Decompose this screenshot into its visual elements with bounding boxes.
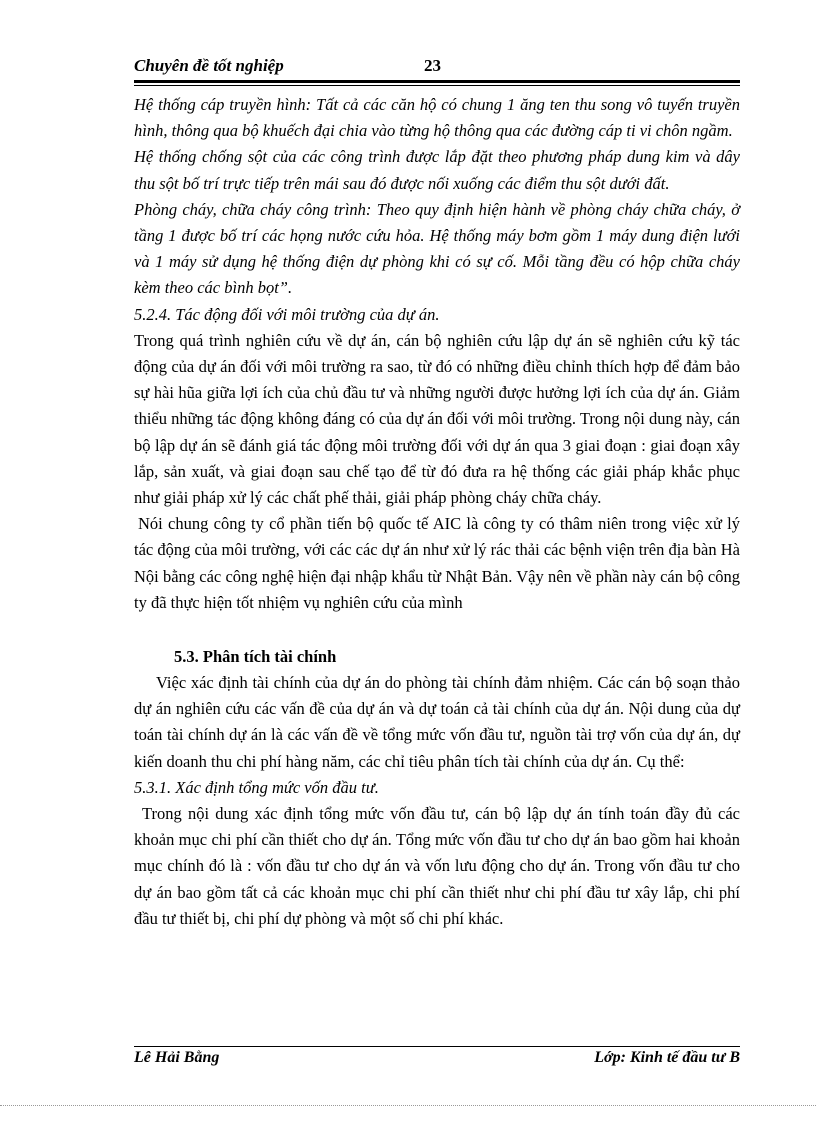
page-header xyxy=(134,56,740,80)
paragraph-fire-protection: Phòng cháy, chữa cháy công trình: Theo quy định hiện hành về phòng cháy chữa cháy, ở tầng 1 được bố trí các họng nước cứu hỏa. Hệ thống máy bơm gồm 1 máy dung điện lưới và 1 máy sử dụng hệ thống điện dự phòng khi có sự cố. Mỗi tầng đều có hộp chữa cháy kèm theo các bình bọt”. xyxy=(134,199,740,298)
footer-author: Lê Hải Bằng xyxy=(134,1049,220,1066)
page-number: 23 xyxy=(424,56,441,75)
heading-5-3: 5.3. Phân tích tài chính xyxy=(174,647,337,667)
paragraph-lightning: Hệ thống chống sột của các công trình được lắp đặt theo phương pháp dung kim và dây thu sột bố trí trực tiếp trên mái sau đó được nối xuống các điểm thu sột dưới đất. xyxy=(134,147,740,193)
header-rule-thin xyxy=(134,85,740,86)
page-footer xyxy=(134,1049,740,1071)
paragraph-total-investment: Trong nội dung xác định tổng mức vốn đầu tư, cán bộ lập dự án tính toán đầy đủ các khoản mục chi phí cần thiết cho dự án. Tổng mức vốn đầu tư cho dự án bao gồm hai khoản mục chính đó là : vốn đầu tư cho dự án và vốn lưu động cho dự án. Trong vốn đầu tư cho dự án bao gồm tất cả các khoản mục chi phí cần thiết như chi phí đầu tư xây lắp, chi phí đầu tư thiết bị, chi phí dự phòng và một số chi phí khác. xyxy=(134,804,740,928)
paragraph-financial-analysis: Việc xác định tài chính của dự án do phòng tài chính đảm nhiệm. Các cán bộ soạn thảo dự án nghiên cứu các vấn đề của dự án và dự toán cả tài chính của dự án. Nội dung của dự toán tài chính dự án là các vấn đề về tổng mức vốn đầu tư, nguồn tài trợ vốn của dự án, dự kiến doanh thu chi phí hàng năm, các chỉ tiêu phân tích tài chính của dự án. Cụ thể: xyxy=(134,673,740,771)
header-title: Chuyên đề tốt nghiệp xyxy=(134,56,284,75)
section-gap xyxy=(134,616,740,644)
page-body xyxy=(134,92,740,932)
page-break-line xyxy=(0,1105,816,1106)
heading-5-3-1: 5.3.1. Xác định tổng mức vốn đầu tư. xyxy=(134,777,379,797)
heading-5-2-4: 5.2.4. Tác động đối với môi trường của dự án. xyxy=(134,304,440,324)
paragraph-tv-cable: Hệ thống cáp truyền hình: Tất cả các căn hộ có chung 1 ăng ten thu song vô tuyến truyền hình, thông qua bộ khuếch đại chia vào từng hộ thông qua các đường cáp ti vi chôn ngầm. xyxy=(134,95,740,141)
paragraph-environment-impact: Trong quá trình nghiên cứu về dự án, cán bộ nghiên cứu lập dự án sẽ nghiên cứu kỹ tác động của dự án đối với môi trường ra sao, từ đó có những điều chỉnh thích hợp để đảm bảo sự hài hũa giữa lợi ích của chủ đầu tư và những người được hưởng lợi ích của dự án. Giảm thiểu những tác động không đáng có của dự án đối với môi trường. Trong nội dung này, cán bộ lập dự án sẽ đánh giá tác động môi trường đối với dự án qua 3 giai đoạn : giai đoạn xây lắp, sản xuất, và giai đoạn sau chế tạo để từ đó đưa ra hệ thống các giải pháp khắc phục như giải pháp xử lý các chất phế thải, giải pháp phòng cháy chữa cháy. xyxy=(134,330,740,508)
header-rule-thick xyxy=(134,80,740,83)
footer-class: Lớp: Kinh tế đầu tư B xyxy=(594,1049,740,1066)
paragraph-aic-company: Nói chung công ty cổ phần tiến bộ quốc tế AIC là công ty có thâm niên trong việc xử lý tác động của môi trường, với các các dự án như xử lý rác thải các bệnh viện trên địa bàn Hà Nội bằng các công nghệ hiện đại nhập khẩu từ Nhật Bản. Vậy nên về phần này cán bộ công ty đã thực hiện tốt nhiệm vụ nghiên cứu của mình xyxy=(134,514,740,612)
footer-rule xyxy=(134,1046,740,1047)
